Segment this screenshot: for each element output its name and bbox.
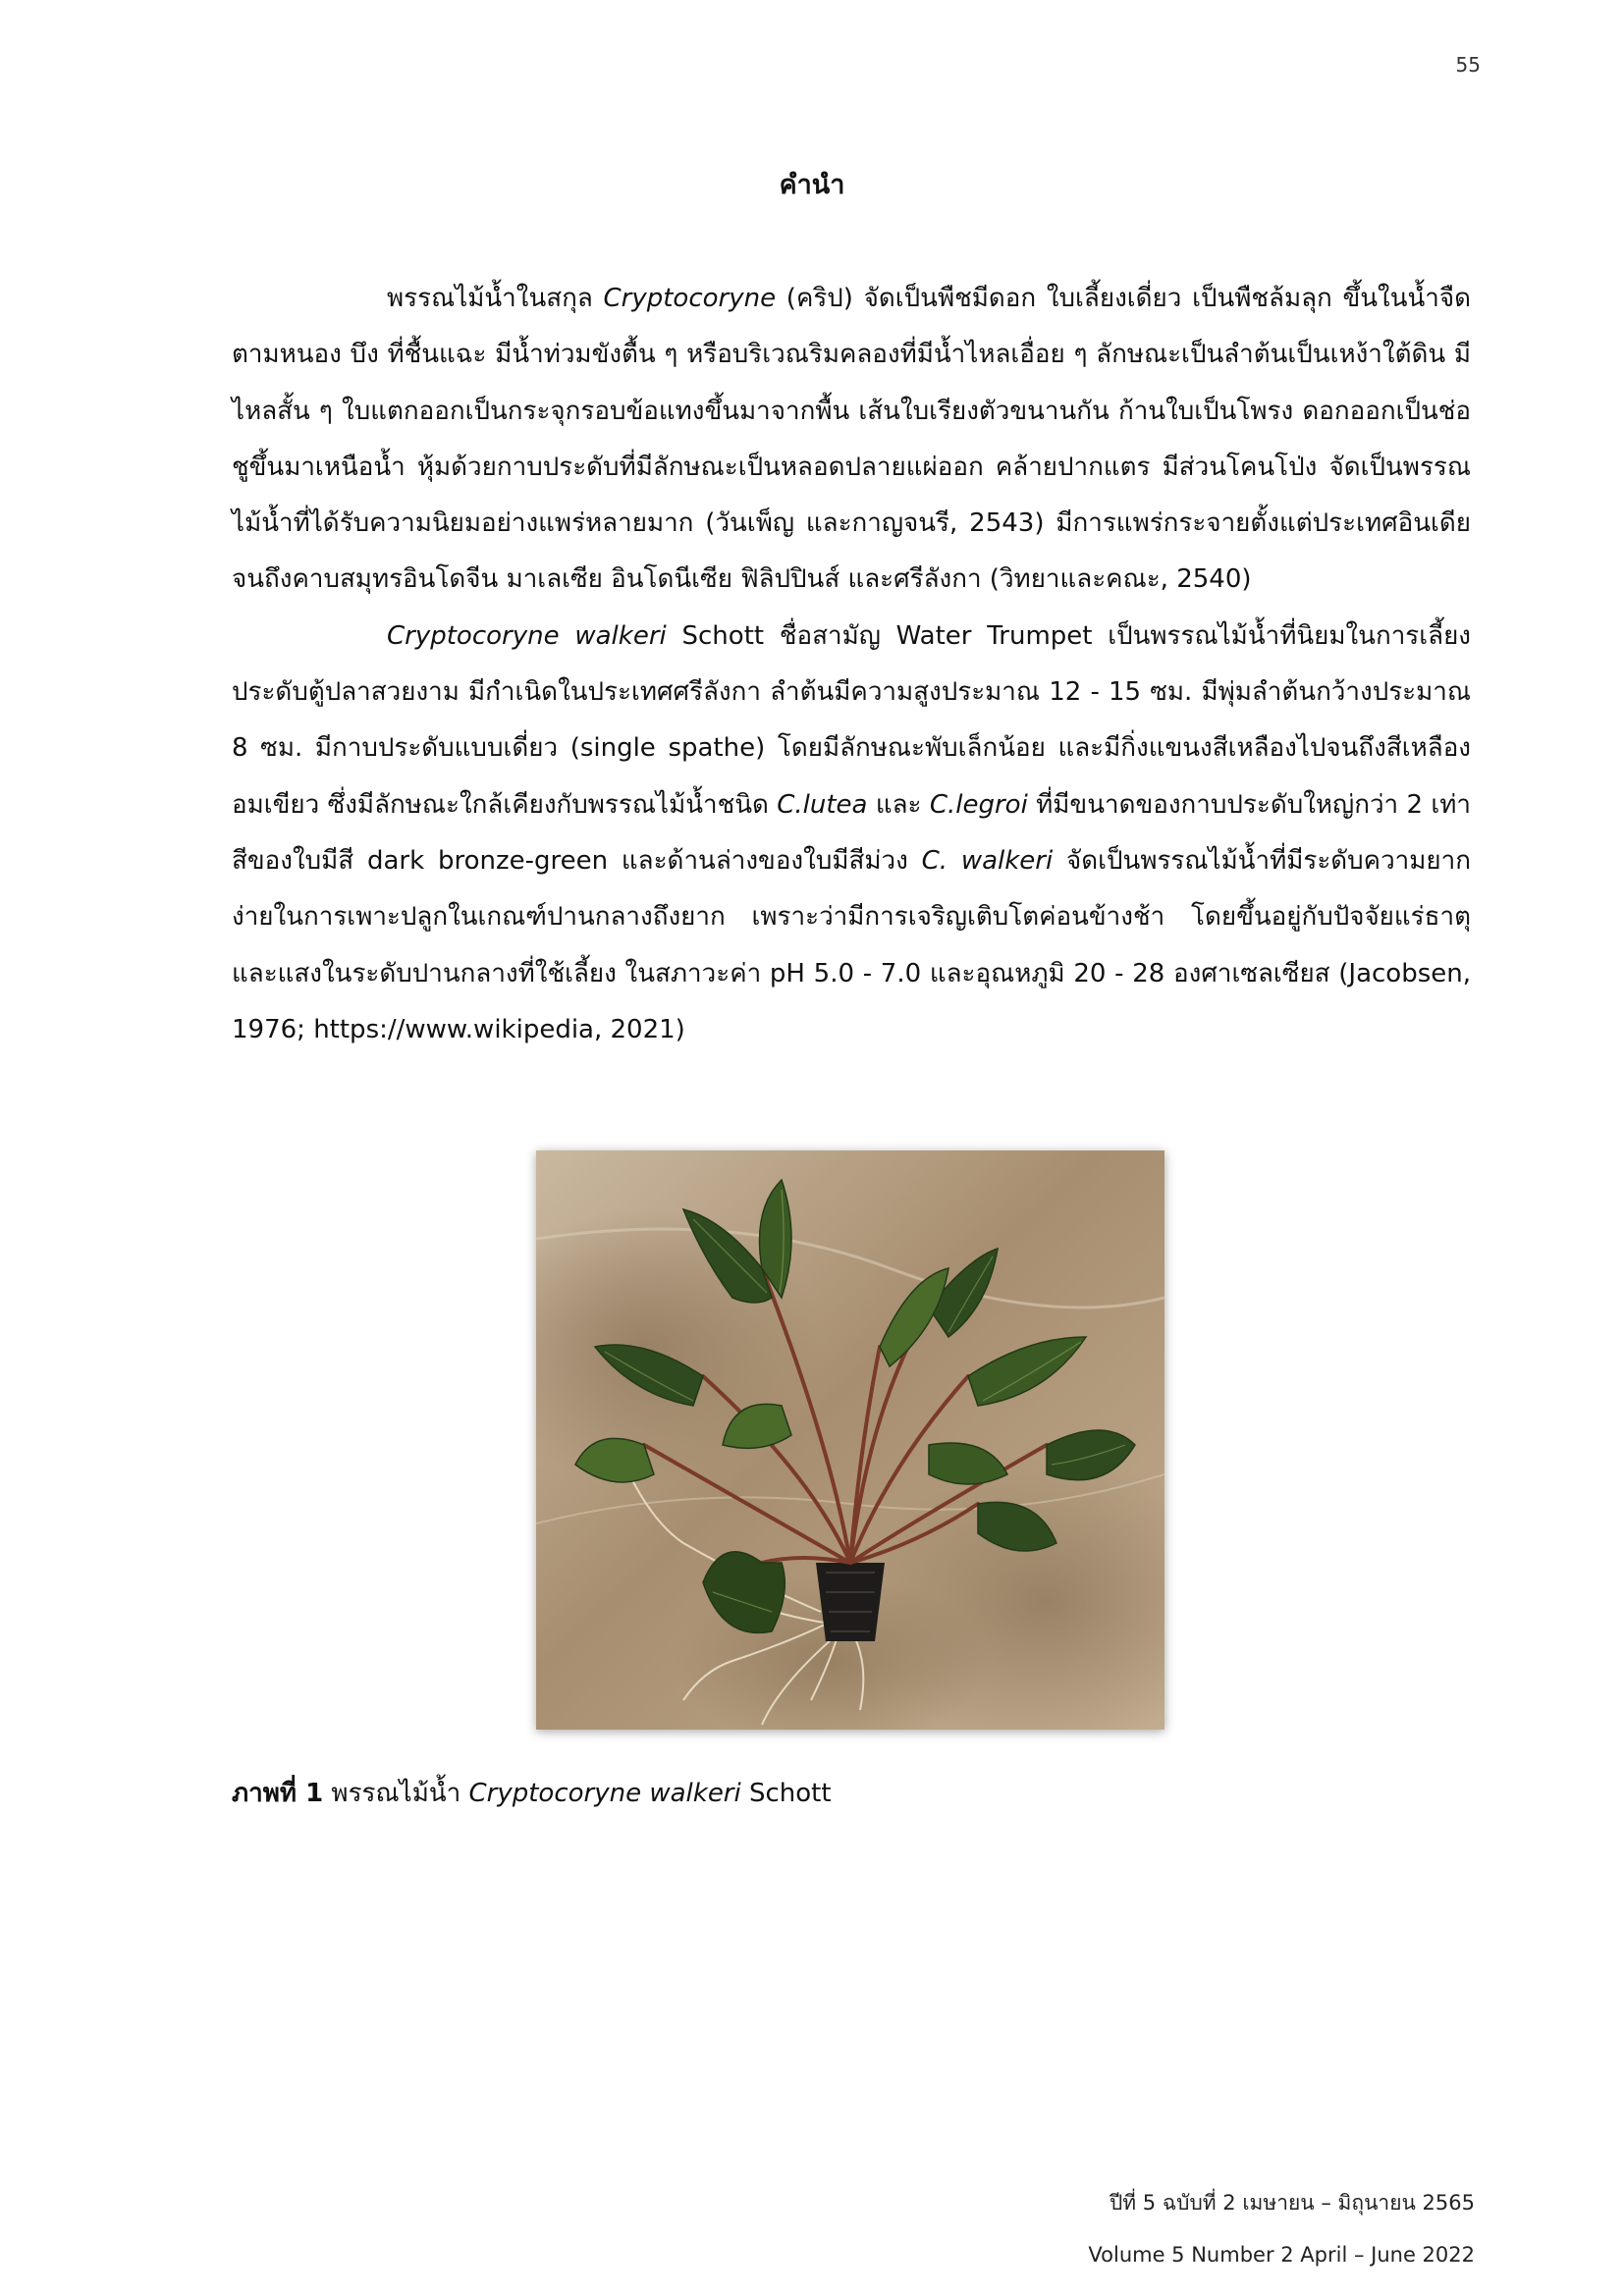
plant-illustration xyxy=(536,1150,1164,1730)
p2-text-1: Schott ชื่อสามัญ Water Trumpet เป็นพรรณไม้น้ำที่นิยมในการเลี้ยงประดับตู้ปลาสวยงาม มีกำเนิดในประเทศศรีลังกา ลำต้นมีความสูงประมาณ 12 - 15 ซม. มีพุ่มลำต้นกว้างประมาณ 8 ซม. มีกาบประดับแบบเดี่ยว (single spathe) โดยมีลักษณะพับเล็กน้อย และมีกิ่งแขนงสีเหลืองไปจนถึงสีเหลืองอมเขียว ซึ่งมีลักษณะใกล้เคียงกับพรรณไม้น้ำชนิด xyxy=(232,620,1472,820)
p2-text-3: ที่มีขนาดของกาบประดับใหญ่กว่า 2 เท่า สีของใบมีสี dark bronze-green และด้านล่างของใบมีสีม่วง xyxy=(232,789,1472,876)
p2-species-walkeri: C. walkeri xyxy=(921,845,1054,876)
footer-thai: ปีที่ 5 ฉบับที่ 2 เมษายน – มิถุนายน 2565 xyxy=(1109,2191,1475,2215)
figure-photo xyxy=(536,1150,1164,1730)
paragraph-2 xyxy=(232,609,1471,1058)
figure-label: ภาพที่ 1 xyxy=(232,1779,324,1808)
caption-tail: Schott xyxy=(740,1779,832,1808)
caption-text: พรรณไม้น้ำ xyxy=(323,1779,469,1808)
body-text xyxy=(232,271,1471,1058)
p2-text-4: จัดเป็นพรรณไม้น้ำที่มีระดับความยากง่ายในการเพาะปลูกในเกณฑ์ปานกลางถึงยาก เพราะว่ามีการเจริญเติบโตค่อนข้างช้า โดยขึ้นอยู่กับปัจจัยแร่ธาตุและแสงในระดับปานกลางที่ใช้เลี้ยง ในสภาวะค่า pH 5.0 - 7.0 และอุณหภูมิ 20 - 28 องศาเซลเซียส (Jacobsen, 1976; https://www.wikipedia, 2021) xyxy=(232,845,1471,1044)
p2-species-lutea: C.lutea xyxy=(777,789,868,820)
p2-species-legroi: C.legroi xyxy=(929,789,1028,820)
p1-genus-name: Cryptocoryne xyxy=(603,284,777,313)
section-title: คำนำ xyxy=(779,170,845,200)
p2-species-name: Cryptocoryne walkeri xyxy=(387,620,667,651)
p1-text-1: พรรณไม้น้ำในสกุล xyxy=(387,284,604,313)
footer-english: Volume 5 Number 2 April – June 2022 xyxy=(1088,2243,1475,2267)
p2-text-2: และ xyxy=(867,789,930,820)
caption-species: Cryptocoryne walkeri xyxy=(468,1779,741,1808)
figure-caption xyxy=(232,1773,832,1813)
paragraph-1 xyxy=(232,271,1471,609)
p1-text-2: (คริป) จัดเป็นพืชมีดอก ใบเลี้ยงเดี่ยว เป็นพืชล้มลุก ขึ้นในน้ำจืด ตามหนอง บึง ที่ชื้นแฉะ มีน้ำท่วมขังตื้น ๆ หรือบริเวณริมคลองที่มีน้ำไหลเอื่อย ๆ ลักษณะเป็นลำต้นเป็นเหง้าใต้ดิน มีไหลสั้น ๆ ใบแตกออกเป็นกระจุกรอบข้อแทงขึ้นมาจากพื้น เส้นใบเรียงตัวขนานกัน ก้านใบเป็นโพรง ดอกออกเป็นช่อชูขึ้นมาเหนือน้ำ หุ้มด้วยกาบประดับที่มีลักษณะเป็นหลอดปลายแผ่ออก คล้ายปากแตร มีส่วนโคนโป่ง จัดเป็นพรรณไม้น้ำที่ได้รับความนิยมอย่างแพร่หลายมาก (วันเพ็ญ และกาญจนรี, 2543) มีการแพร่กระจายตั้งแต่ประเทศอินเดียจนถึงคาบสมุทรอินโดจีน มาเลเซีย อินโดนีเซีย ฟิลิปปินส์ และศรีลังกา (วิทยาและคณะ, 2540) xyxy=(232,284,1471,595)
page-number: 55 xyxy=(1455,53,1481,77)
